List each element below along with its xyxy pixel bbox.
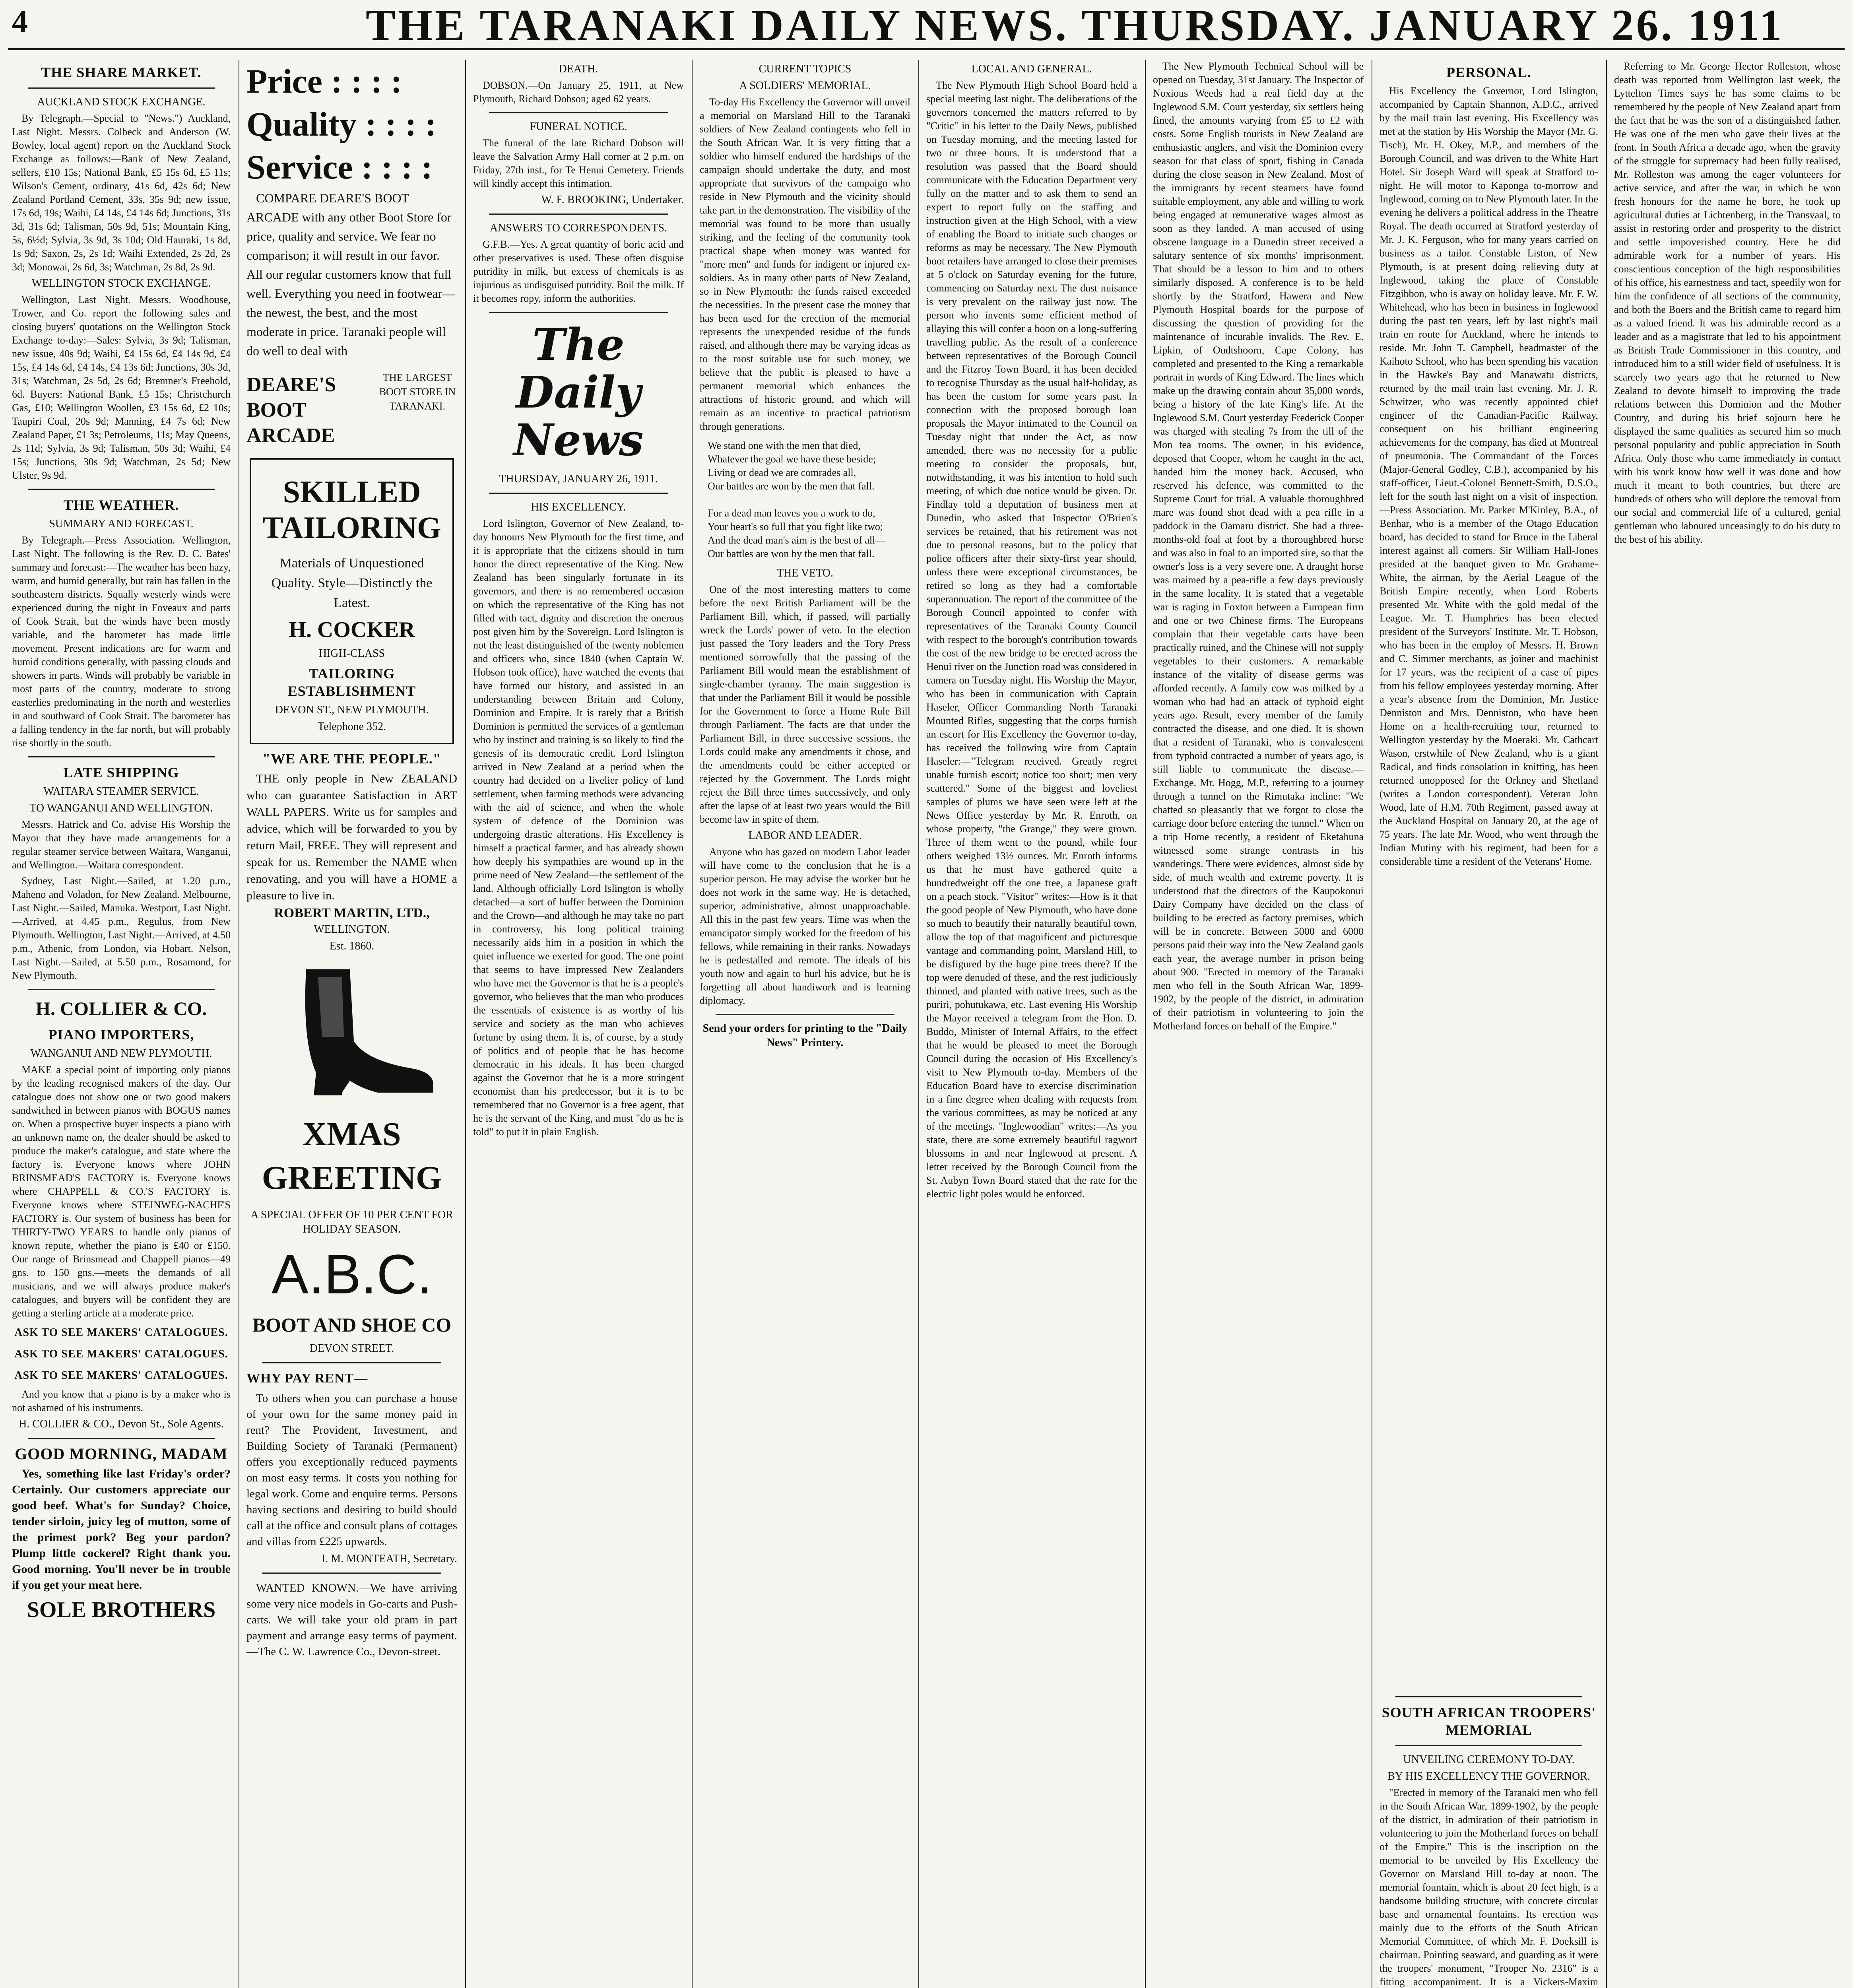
deare-tagline: THE LARGEST BOOT STORE IN TARANAKI. xyxy=(379,372,456,412)
column-rule xyxy=(692,60,693,1988)
good-morning-heading: GOOD MORNING, MADAM xyxy=(15,1445,228,1463)
verse-line: Your heart's so full that you fight like two; xyxy=(708,521,883,532)
divider xyxy=(28,1438,215,1439)
boot-icon xyxy=(246,961,457,1105)
cocker-address: DEVON ST., NEW PLYMOUTH. xyxy=(275,704,429,716)
verse-line: We stand one with the men that died, xyxy=(708,440,861,451)
masthead xyxy=(8,0,1845,50)
divider xyxy=(489,112,668,113)
local-general-continued: The New Plymouth Technical School will be opened on Tuesday, 31st January. The Inspector of Noxious Weeds had a real field day at the Inglewood S.M. Court yesterday, six settlers being fined, the amounts varying from £5 to £2 with costs. Some English tourists in New Zealand are enthusiastic anglers, and visit the Dominion every season for that class of sport, fishing in Canada during the close season in New Zealand. Most of the immigrants by recent steamers have found suitable employment, any able and willing to work being engaged at remunerative wages almost as soon as they landed. A man accused of using obscene language in a Dunedin street received a salutary sentence of six months' imprisonment. That should be a lesson to him and to others similarly disposed. A conference is to be held shortly by the Stratford, Hawera and New Plymouth Hospital boards for the purpose of discussing the question of providing for the maintenance of incurable invalids. The Rev. E. Lipkin, of Oudtshoorn, Cape Colony, has completed and presented to the King a remarkable portrait in words of King Edward. The lines which make up the drawing contain about 35,000 words, being a history of the late King's life. At the Inglewood S.M. Court yesterday Frederick Cooper was charged with stealing 7s from the till of the Mon tea rooms. The owner, in his evidence, deposed that Cooper, whom he caught in the act, handed him the money back. Accused, who reserved his defence, was committed to the Supreme Court for trial. A valuable thoroughbred mare was found shot dead with a pea rifle in a paddock in the Oamaru district. She had a three-months-old foal at foot by a thoroughbred horse and was also in foal to an imported sire, so that the owner's loss is a very severe one. A draught horse was maimed by a pea-rifle a few days previously in the same locality. It is stated that a vegetable war is raging in Foxton between a European firm and one or two Chinese firms. The Europeans complain that their vegetable carts have been practically ruined, and the Chinese will not supply vegetables to their customers. A remarkable instance of the vitality of disease germs was afforded recently. A family cow was milked by a woman who had had an attack of typhoid eight years ago. Result, every member of the family contracted the disease, and one died. It is shown that a resident of Taranaki, who is convalescent from typhoid contracted a number of years ago, is still liable to communicate the disease.—Exchange. Mr. Hogg, M.P., referring to a journey through a tunnel on the Rimutaka incline: "We chatted so pleasantly that we forgot to close the carriage door before entering the tunnel." When on a trip Home recently, a resident of Eketahuna witnessed some strange contrasts in his wanderings. There were evidences, almost side by side, of much wealth and extreme poverty. It is understood that the directors of the Kaupokonui Dairy Company have decided on the class of building to be erected as factory premises, which will be in concrete. Between 5000 and 6000 persons paid their way into the New Zealand gaols each year, the average number in prison being about 900. "Erected in memory of the Taranaki men who fell in the South African War, 1899-1902, by the people of the district, in admiration of their patriotism in volunteering to join the Motherland forces on behalf of the Empire." xyxy=(1153,60,1364,1032)
weather-report: By Telegraph.—Press Association. Wellington, Last Night. The following is the Rev. D. C. Bates' summary and forecast:—The weather has been hazy, warm, and humid generally, but rain has fallen in the southeastern districts. Squally westerly winds were experienced during the night in Foveaux and parts of Cook Strait, but the winds have been mostly variable, and the barometer has made little movement. Present indications are for warm and humid conditions generally, with passing clouds and showers in parts. Winds will probably be variable in most parts of the country, moderate to strong easterlies predominating in the north and westerlies in and southward of Cook Strait. The barometer has a falling tendency in the far north, but will probably rise shortly in the south. xyxy=(12,534,231,749)
labor-body: Anyone who has gazed on modern Labor leader will have come to the conclusion that he is a superior person. He may advise the worker but he does not work in the same way. He is detached, superior, administrative, almost unapproachable. All this in the past few years. Time was when the emancipator simply worked for the freedom of his fellows, while remaining in their ranks. Nowadays he is pedestalled and remote. The ideals of his youth now and again to hurl his advice, but he is forgetting all about handiwork and is learning diplomacy. xyxy=(700,846,910,1006)
current-topics-heading: CURRENT TOPICS xyxy=(759,63,852,75)
weather-heading: THE WEATHER. xyxy=(63,497,179,513)
column-2 xyxy=(246,60,457,1988)
newspaper-title: THE TARANAKI DAILY NEWS. THURSDAY. JANUARY 26. 1911 xyxy=(366,1,1784,50)
personal-continued: Referring to Mr. George Hector Rolleston, whose death was reported from Wellington last week, the Lyttelton Times says he has some claims to be remembered by the people of New Zealand apart from the fact that he was the son of a distinguished father. He was one of the men who gave their lives at the front. In South Africa a decade ago, when the gravity of the struggle for supremacy had been fully realised, Mr. Rolleston was among the eager volunteers for active service, and after the war, in which he won fresh honours for the name he bore, he took up agricultural duties at Lichtenberg, in the Transvaal, to assist in restoring order and prosperity to the district and settle impoverished country. Here he did admirable work for a number of years. His conscientious conception of the high responsibilities of his office, his earnestness and tact, speedily won for him the confidence of all sections of the community, and both the Boers and the British came to regard him as a valued friend. It was his admirable record as a leader and as a magistrate that led to his appointment as British Trade Commissioner in this country, and introduced him to a still wider field of usefulness. It is scarcely two years ago that he returned to New Zealand to devote himself to improving the trade relations between this Dominion and the Mother Country, and during his brief sojourn here he displayed the same qualities as secured him so much personal popularity and public appreciation in South Africa. Only those who came immediately in contact with his work know how well it was done and how much it meant to both countries, but there are hundreds of others who will deplore the removal from our social and commercial life of a cultured, genial gentleman who laboured unceasingly to do his duty to the best of his ability. xyxy=(1614,60,1841,545)
column-3 xyxy=(473,60,684,1988)
divider xyxy=(1395,1745,1582,1746)
shipping-report: Sydney, Last Night.—Sailed, at 1.20 p.m., Maheno and Voladon, for New Zealand. Melbourne, Last Night.—Sailed, Manuka. Westport, Last Night.—Arrived, at 4.45 p.m., Regulus, from New Plymouth. Wellington, Last Night.—Arrived, at 4.50 p.m., Athenic, from London, via Hobart. Nelson, Last Night.—Sailed, at 5.50 p.m., Rosamond, for New Plymouth. xyxy=(12,875,231,981)
death-notice: DOBSON.—On January 25, 1911, at New Plymouth, Richard Dobson; aged 62 years. xyxy=(473,80,684,105)
sa-memorial-body: "Erected in memory of the Taranaki men who fell in the South African War, 1899-1902, by the people of the district, in admiration of their patriotism in volunteering to join the Motherland forces on behalf of the Empire." This is the inscription on the memorial to be unveiled by His Excellency the Governor on Marsland Hill to-day at noon. The memorial fountain, which is about 20 feet high, is a handsome building structure, with concrete circular base and ornamental fountains. Its erection was mainly due to the efforts of the South African Memorial Committee, of which Mr. F. Doeksill is chairman. Pointing seaward, and guarding as it were the troopers' monument, "Trooper No. 2316" is a fitting accompaniment. It is a Vickers-Maxim xyxy=(1380,1787,1598,1988)
quality-line: Quality : : : : xyxy=(246,105,437,143)
collier-heading: H. COLLIER & CO. xyxy=(35,998,207,1019)
verse-line: Living or dead we are comrades all, xyxy=(708,467,856,478)
column-rule xyxy=(1606,60,1607,1988)
verse-line: Whatever the goal we have these beside; xyxy=(708,453,876,465)
death-heading: DEATH. xyxy=(559,63,598,75)
service-line: Service : : : : xyxy=(246,148,433,186)
printery-notice: Send your orders for printing to the "Daily News" Printery. xyxy=(702,1022,908,1049)
deare-name: DEARE'S BOOT ARCADE xyxy=(246,373,336,447)
collier-signature: H. COLLIER & CO., Devon St., Sole Agents. xyxy=(19,1418,224,1430)
answers-body: G.F.B.—Yes. A great quantity of boric acid and other preservatives is used. These often disguise putridity in milk, but excess of chemicals is as injurious as undisguised putridity. Boil the milk. If it becomes ropy, inform the authorities. xyxy=(473,239,684,304)
sa-memorial-subheading: UNVEILING CEREMONY TO-DAY. xyxy=(1403,1753,1575,1766)
labor-heading: LABOR AND LEADER. xyxy=(748,829,862,842)
answers-heading: ANSWERS TO CORRESPONDENTS. xyxy=(489,222,667,234)
divider xyxy=(489,214,668,215)
divider xyxy=(28,87,215,89)
abc-logo: A.B.C. xyxy=(271,1243,433,1305)
waitara-report: Messrs. Hatrick and Co. advise His Worship the Mayor that they have made arrangements for a regular steamer service between Waitara, Wanganui, and Wellington.—Waitara correspondent. xyxy=(12,819,231,871)
divider xyxy=(28,489,215,490)
column-6 xyxy=(1153,60,1364,1988)
catalogue-line: ASK TO SEE MAKERS' CATALOGUES. xyxy=(14,1348,228,1360)
divider xyxy=(262,1362,441,1363)
collier-location: WANGANUI AND NEW PLYMOUTH. xyxy=(30,1047,212,1060)
xmas-greeting: XMAS GREETING xyxy=(262,1116,442,1196)
divider xyxy=(489,493,668,494)
wellington-heading: WELLINGTON STOCK EXCHANGE. xyxy=(31,277,211,289)
personal-heading: PERSONAL. xyxy=(1446,64,1532,80)
divider xyxy=(1395,1696,1582,1697)
people-heading: "WE ARE THE PEOPLE." xyxy=(262,751,441,767)
page-number: 4 xyxy=(12,4,28,39)
share-market-heading: THE SHARE MARKET. xyxy=(41,64,202,80)
verse-line: Our battles are won by the men that fall. xyxy=(708,548,875,559)
column-8 xyxy=(1614,60,1841,1988)
cocker-ad xyxy=(250,458,454,744)
auckland-heading: AUCKLAND STOCK EXCHANGE. xyxy=(37,96,206,108)
funeral-notice: The funeral of the late Richard Dobson will leave the Salvation Army Hall corner at 2 p.m. on Friday, 27th inst., for Te Henui Cemetery. Friends will kindly accept this intimation. xyxy=(473,137,684,189)
local-general-body: The New Plymouth High School Board held a special meeting last night. The deliberations of the governors concerned the matters referred to by "Critic" in his letter to the Daily News, published on Tuesday morning, and the meeting lasted for two or three hours. It is understood that a resolution was passed that the Board should communicate with the Education Department very fully on the matter and to ask them to send an expert to report fully on the staffing and instruction given at the High School, with a view of enabling the Board to initiate such changes or reforms as may be necessary. The New Plymouth boot retailers have arranged to close their premises at 5 o'clock on Saturday evening for the future, commencing on Saturday next. The dust nuisance is very prevalent on the railway just now. The person who invents some efficient method of allaying this will confer a boon on a long-suffering travelling public. As the result of a conference between representatives of the Borough Council and the Fitzroy Town Board, it has been decided to recognise Thursday as the usual half-holiday, as has been the custom for some years past. In connection with the proposed borough loan proposals the Mayor intimated to the Council on Tuesday night that under the Act, as now amended, there was no necessity for a public meeting to consider the proposals, but, notwithstanding, it was his intention to hold such meeting, of which due notice would be given. Dr. Findlay told a deputation of business men at Dunedin, who asked that Inspector O'Brien's services be retained, that his retirement was not due to personal reasons, but to the policy that police officers after their sixty-first year should, unless there were exceptional circumstances, be retired so long as they had a comfortable superannuation. The report of the committee of the Borough Council appointed to confer with representatives of the Taranaki County Council with respect to the borough's contribution towards the cost of the new bridge to be erected across the Henui river on the Junction road was considered in camera on Tuesday night. His Worship the Mayor, who has been in communication with Captain Haseler, Officer Commanding North Taranaki Mounted Rifles, suggesting that the corps furnish an escort for His Excellency the Governor to-day, has received the following wire from Captain Haseler:—"Telegram received. Greatly regret unable furnish escort; notice too short; men very scattered." Some of the biggest and loveliest samples of plums we have seen were left at the News Office yesterday by Mr. R. Enroth, on whose property, "the Grange," they were grown. Three of them went to the pound, while four others weighed 13½ ounces. Mr. Enroth informs us that he must have gathered quite a hundredweight off the one tree, a Japanese graft on a peach stock. "Visitor" writes:—How is it that the good people of New Plymouth, who have done so much to beautify their naturally beautiful town, allow the top of that magnificent and picturesque vantage and commanding point, Marsland Hill, to be disfigured by the huge pine trees there? If the top were denuded of these, and the rest judiciously thinned, and planted with native trees, such as the puriri, pohutukawa, etc. Last evening His Worship the Mayor received a telegram from the Hon. D. Buddo, Minister of Internal Affairs, to the effect that he would be pleased to meet the Borough Council during the occasion of His Excellency's visit to New Plymouth to-day. Members of the Education Board have to exercise discrimination in a fine degree when dealing with requests from the various committees, as may be noticed at any of the meetings. "Inglewoodian" writes:—As you state, there are some extremely beautiful ragwort blossoms in and near Inglewood at present. A letter received by the Borough Council from the St. Aubyn Town Board stated that the rate for the electric light poles would be enforced. xyxy=(926,80,1137,1200)
martin-name: ROBERT MARTIN, LTD., xyxy=(274,906,430,920)
veto-body: One of the most interesting matters to come before the next British Parliament will be the Parliament Bill, which, if passed, will partially wreck the Lords' power of veto. In the election just passed the Tory leaders and the Tory Press mentioned sorrowfully that the passing of the Parliament Bill would mean the establishment of single-chamber tyranny. The main suggestion is that under the Parliament Bill it would be possible for the Government to force a Home Rule Bill through Parliament. The facts are that under the Parliament Bill, in three successive sessions, the Lords could make any amendments it chose, and the amendments could be either accepted or rejected by the Government. The Lords might reject the Bill three times successively, and only after the lapse of at least two years would the Bill become law in spite of them. xyxy=(700,584,910,825)
abc-subtitle: BOOT AND SHOE CO xyxy=(252,1314,452,1336)
xmas-offer: A SPECIAL OFFER OF 10 PER CENT FOR HOLIDAY SEASON. xyxy=(250,1209,453,1235)
editorial-heading: HIS EXCELLENCY. xyxy=(531,501,626,513)
verse-line xyxy=(708,493,902,507)
sa-memorial-heading: SOUTH AFRICAN TROOPERS' MEMORIAL xyxy=(1382,1705,1596,1738)
verse-line: And the dead man's aim is the best of all— xyxy=(708,534,886,546)
collier-subheading: PIANO IMPORTERS, xyxy=(48,1027,194,1043)
sole-brothers: SOLE BROTHERS xyxy=(27,1598,216,1622)
shipping-heading: LATE SHIPPING xyxy=(63,765,179,780)
wanted-known: WANTED KNOWN.—We have arriving some very nice models in Go-carts and Push-carts. We will take your old pram in part payment and arrange easy terms of payment.—The C. W. Lawrence Co., Devon-street. xyxy=(246,1582,457,1658)
daily-news-masthead: The Daily News xyxy=(513,319,644,466)
column-4 xyxy=(700,60,910,1988)
sa-memorial-byline: BY HIS EXCELLENCY THE GOVERNOR. xyxy=(1387,1770,1590,1782)
waitara-heading: WAITARA STEAMER SERVICE. xyxy=(43,785,199,798)
sa-memorial-article xyxy=(1380,1690,1598,1988)
column-rule xyxy=(465,60,466,1988)
undertaker: W. F. BROOKING, Undertaker. xyxy=(541,194,684,206)
verse-line: Our battles are won by the men that fall. xyxy=(708,480,875,492)
funeral-heading: FUNERAL NOTICE. xyxy=(530,120,627,133)
column-1 xyxy=(12,60,231,1988)
editorial-body: Lord Islington, Governor of New Zealand, to-day honours New Plymouth for the first time, and it is appropriate that the citizens should in turn honor the direct representative of the King. New Zealand has been singularly fortunate in its governors, and there is no remembered occasion on which the representative of the King has not filled with tact, dignity and discretion the onerous post given him by the Sovereign. Lord Islington is not the least distinguished of the twenty noblemen and officers who, since 1840 (when Captain W. Hobson took office), have watched the events that have formed our history, and assisted in an understanding between Britain and Colony, Dominion and Empire. It is rarely that a British Dominion is permitted the services of a gentleman who by instinct and training is so likely to find the genesis of its democratic credit. Lord Islington arrived in New Zealand at a period when the country had decided on a livelier policy of land settlement, when farming methods were advancing with the aid of science, and when the whole system of defence of the Dominion was undergoing drastic alterations. His Excellency is himself a practical farmer, and has already shown how deeply his sympathies are wound up in the prime need of New Zealand—the settlement of the land. Although officially Lord Islington is wholly detached—a sort of buffer between the Dominion and the Crown—and although he may take no part in controversy, his long political training necessarily aids him in a position in which the quiet influence we exerted for good. The one point that seems to have impressed New Zealanders who have met the Governor is that he is a people's governor, who believes that the man who produces the essentials of existence is as worthy of his service and society as the man who achieves fortune by using them. It is, of course, by a study of politics and of people that he has become democratic in his ideals. It has been charged against the Governor that he is a more stringent economist than his predecessor, but it is to be remembered that no Governor is a free agent, that he is the servant of the King, and must "do as he is told" to put it in plain English. xyxy=(473,518,684,1138)
waitara-subheading: TO WANGANUI AND WELLINGTON. xyxy=(29,802,213,814)
catalogue-line: ASK TO SEE MAKERS' CATALOGUES. xyxy=(14,1326,228,1339)
deare-signature xyxy=(246,368,457,452)
price-line: Price : : : : xyxy=(246,62,402,100)
divider xyxy=(262,1573,441,1574)
cocker-sub: HIGH-CLASS xyxy=(318,647,385,660)
skilled-body: Materials of Unquestioned Quality. Style—Distinctly the Latest. xyxy=(271,556,433,610)
memorial-body: To-day His Excellency the Governor will unveil a memorial on Marsland Hill to the Taranaki soldiers of New Zealand contingents who fell in the South African War. It is very fitting that a soldier who himself endured the hardships of the campaign should undertake the duty, and most appropriate that survivors of the campaign who reside in New Plymouth and the vicinity should take part in the demonstration. The visibility of the memorial was found to be more than usually striking, and the feeling of the community took practical shape when money was wanted for "more men" and funds for indigent or injured ex-soldiers. As in many other parts of New Zealand, so in New Plymouth: the funds raised exceeded the necessities. In the present case the money that has been used for the erection of the memorial represents the unexpended residue of the funds raised, and although there may be varying ideas as to the most suitable use for such money, we believe that the public is pleased to have a permanent memorial which enhances the attractions of historic ground, and which will remain as an incentive to practical patriotism through generations. xyxy=(700,96,910,432)
collier-ad-end: And you know that a piano is by a maker who is not ashamed of his instruments. xyxy=(12,1388,231,1413)
martin-established: Est. 1860. xyxy=(329,940,374,952)
martin-location: WELLINGTON. xyxy=(314,923,390,936)
weather-subheading: SUMMARY AND FORECAST. xyxy=(49,518,194,530)
rent-heading: WHY PAY RENT— xyxy=(246,1371,368,1386)
catalogue-line: ASK TO SEE MAKERS' CATALOGUES. xyxy=(14,1369,228,1382)
auckland-report: By Telegraph.—Special to "News.") Auckland, Last Night. Messrs. Colbeck and Anderson (W. Bowley, local agent) report on the Auckland Stock Exchange as follows:—Bank of New Zealand, sellers, £10 15s; National Bank, £5 15s 6d, £5 11s; Wilson's Cement, ordinary, 41s 6d, 42s 6d; New Zealand Portland Cement, 33s, 35s 9d; new issue, 17s 6d, 19s; Waihi, £4 14s, £4 14s 6d; Junctions, 31s 3d, 31s 6d; Talisman, 50s 9d, 51s; Mountain King, 5s, 6½d; Sylvia, 3s 9d, 3s 10d; Old Hauraki, 1s 8d, 1s 9d; Saxon, 2s, 2s 1d; Waihi Extended, 2s 2d, 2s 3d; Monowai, 2s 6d, 3s; Watchman, 2s 8d, 2s 9d. xyxy=(12,113,231,273)
personal-body: His Excellency the Governor, Lord Islington, accompanied by Captain Shannon, A.D.C., arrived by the mail train last evening. His Excellency was met at the station by His Worship the Mayor (Mr. G. Tisch), Mr. H. Okey, M.P., and members of the Borough Council, and was driven to the White Hart Hotel. Sir Joseph Ward will speak at Stratford to-night. He will motor to Kaponga to-morrow and Inglewood, coming on to New Plymouth later. In the evening he delivers a political address in the Theatre Royal. The death occurred at Stratford yesterday of Mr. J. K. Ferguson, who for many years carried on business as a tailor. Constable Liston, of New Plymouth, is at present doing relieving duty at Inglewood, taking the place of Constable Fitzgibbon, who is away on holiday leave. Mr. F. W. Whitehead, who has been in business in Inglewood during the past ten years, left by last night's mail train en route for Auckland, where he intends to reside. Mr. John T. Campbell, headmaster of the Kaihoto School, who has been spending his vacation in the Hawke's Bay and Manawatu districts, returned by the mail train last evening. Mr. J. R. Schwitzer, who was recently appointed chief engineer of the Canadian-Pacific Railway, consequent on his brilliant engineering achievements for the company, has died at Montreal of pneumonia. The Commandant of the Forces (Major-General Godley, C.B.), accompanied by his staff-officer, Lieut.-Colonel Bennett-Smith, D.S.O., left for the south last night on a visit of inspection.—Press Association. Mr. Parker M'Kinley, B.A., of Benhar, who is a member of the Otago Education board, has decided to stand for Bruce in the Liberal interest against all comers. Sir William Hall-Jones presided at the banquet given to Mr. Grahame-White, the airman, by the Aerial League of the British Empire recently, when Lord Roberts presented Mr. White with the gold medal of the League. Mr. T. Humphries has been elected president of the Surveyors' Institute. Mr. T. Hobson, who has been in the employ of Messrs. H. Brown and C. Simmer merchants, as joiner and machinist for 17 years, was the recipient of a case of pipes from his fellow employees yesterday morning. After a year's absence from the Dominion, Mr. Justice Denniston and Mrs. Denniston, who have been Home on a health-recruiting tour, returned to Wellington yesterday by the Moeraki. Mr. Cathcart Wason, erstwhile of New Zealand, who is a giant Radical, and finds consolation in knitting, has been returned unopposed for the Orkney and Shetland (writes a London correspondent). Veteran John Wood, late of H.M. 70th Regiment, passed away at the Auckland Hospital on January 20, at the age of 75 years. The late Mr. Wood, who went through the Indian Mutiny with his regiment, had been for a considerable time a resident of the Veterans' Home. xyxy=(1380,85,1598,867)
local-general-heading: LOCAL AND GENERAL. xyxy=(971,63,1092,75)
memorial-heading: A SOLDIERS' MEMORIAL. xyxy=(739,80,871,92)
deare-ad-body: COMPARE DEARE'S BOOT ARCADE with any other Boot Store for price, quality and service. We fear no comparison; it will result in our favor. All our regular customers know that full well. Everything you need in footwear—the newest, the best, and the most moderate in price. Taranaki people will do well to deal with xyxy=(246,191,455,358)
verse-line: For a dead man leaves you a work to do, xyxy=(708,507,875,519)
people-body: THE only people in New ZEALAND who can guarantee Satisfaction in ART WALL PAPERS. Write us for samples and advice, which will be forwarded to you by return Mail, FREE. They will represent and speak for us. Remember the NAME when renovating, and you will have a HOME a pleasure to live in. xyxy=(246,772,457,902)
good-morning-body: Yes, something like last Friday's order? Certainly. Our customers appreciate our good beef. What's for Sunday? Choice, tender sirloin, juicy leg of mutton, some of the primest pork? Beg your pardon? Plump little cockerel? Right thank you. Good morning. You'll never be in trouble if you get your meat here. xyxy=(12,1467,231,1592)
rent-body: To others when you can purchase a house of your own for the same money paid in rent? The Provident, Investment, and Building Society of Taranaki (Permanent) offers you exceptionally reduced payments on most easy terms. It costs you nothing for legal work. Come and enquire terms. Persons having sections and desiring to build should call at the office and consult plans of cottages and villas from £225 upwards. xyxy=(246,1392,457,1548)
column-rule xyxy=(918,60,919,1988)
veto-heading: THE VETO. xyxy=(776,567,834,579)
abc-location: DEVON STREET. xyxy=(309,1342,394,1355)
cocker-establishment: TAILORING ESTABLISHMENT xyxy=(287,666,416,699)
wellington-report: Wellington, Last Night. Messrs. Woodhouse, Trower, and Co. report the following sales and closing buyers' quotations on the Wellington Stock Exchange to-day:—Sales: Sylvia, 3s 9d; Talisman, new issue, 40s 9d; Waihi, £4 15s 6d, £4 14s 9d, £4 15s, £4 14s 6d, £4 14s, £4 13s 6d; Junctions, 30s 3d, 31s; Watchman, 2s 5d, 2s 6d; Bremner's Freehold, 6d. Buyers: National Bank, £5 15s; Christchurch Gas, £10; Wellington Woollen, £3 15s 6d, £2 10s; Taupiri Coal, 20s 9d; Manning, £4 7s 6d; New Zealand Paper, £1 3s; Petroleums, 11s; May Queens, 2s 11d; Sylvia, 3s 9d; Talisman, 50s 3d; Waihi, £4 15s; Junctions, 30s 9d; Watchman, 2s 5d; New Ulster, 9s 9d. xyxy=(12,294,231,481)
divider xyxy=(489,312,668,313)
collier-ad-body: MAKE a special point of importing only pianos by the leading recognised makers of the day. Our catalogue does not show one or two good makers sandwiched in between pianos with BOGUS names on. When a prospective buyer inspects a piano with an unknown name on, the dealer should be asked to produce the maker's catalogue, and state where the factory is. Everyone knows where JOHN BRINSMEAD'S FACTORY is. Everyone knows where CHAPPELL & CO.'S FACTORY is. Everyone knows where STEINWEG-NACHF'S FACTORY is. Our system of business has been for THIRTY-TWO YEARS to handle only pianos of known repute, whether the piano is £40 or £150. Our range of Brinsmead and Chappell pianos—49 gns. to 150 gns.—meets the demands of all musicians, and we will always produce maker's catalogues, and buyers will be confident they are getting a sterling article at a moderate price. xyxy=(12,1064,231,1319)
skilled-tailoring: SKILLED TAILORING xyxy=(262,474,441,545)
divider xyxy=(716,1014,894,1015)
rent-signature: I. M. MONTEATH, Secretary. xyxy=(321,1553,457,1565)
column-rule xyxy=(1145,60,1146,1988)
boot-illustration xyxy=(246,961,457,1105)
column-5 xyxy=(926,60,1137,1988)
divider xyxy=(28,756,215,757)
memorial-verse xyxy=(708,439,902,561)
cocker-telephone: Telephone 352. xyxy=(317,720,386,733)
divider xyxy=(28,989,215,990)
cocker-name: H. COCKER xyxy=(289,617,415,642)
editorial-date: THURSDAY, JANUARY 26, 1911. xyxy=(499,473,658,485)
